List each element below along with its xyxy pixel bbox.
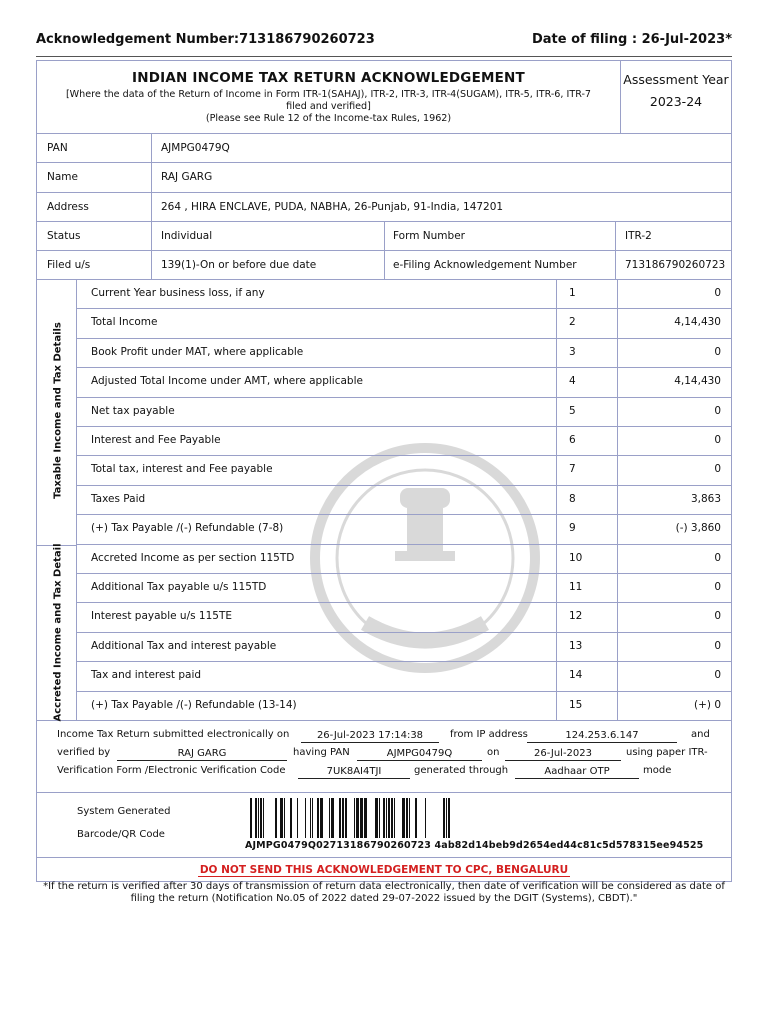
income-row-value: 0 bbox=[714, 287, 721, 299]
divider bbox=[615, 221, 616, 279]
assessment-year-block bbox=[621, 61, 731, 133]
name-value: RAJ GARG bbox=[161, 171, 213, 183]
income-row-number: 5 bbox=[569, 405, 576, 417]
row-divider bbox=[76, 426, 731, 427]
date-of-filing: Date of filing : 26-Jul-2023* bbox=[531, 32, 732, 47]
pan-label: PAN bbox=[47, 142, 68, 154]
income-row-value: (+) 0 bbox=[693, 699, 721, 711]
verification-text: on bbox=[487, 747, 500, 758]
title-subtext bbox=[37, 89, 620, 125]
acknowledgement-frame bbox=[36, 60, 732, 882]
verification-statement bbox=[57, 729, 713, 783]
income-row-label: Net tax payable bbox=[91, 405, 175, 417]
income-row-number: 7 bbox=[569, 463, 576, 475]
income-row-label: Accreted Income as per section 115TD bbox=[91, 552, 295, 564]
system-generated-line-1: System Generated bbox=[77, 806, 171, 817]
income-row-value: 0 bbox=[714, 581, 721, 593]
income-row-value: 0 bbox=[714, 669, 721, 681]
row-divider bbox=[76, 632, 731, 633]
address-label: Address bbox=[47, 201, 89, 213]
cpc-warning bbox=[37, 864, 731, 876]
income-row-number: 3 bbox=[569, 346, 576, 358]
verified-on-value: 26-Jul-2023 bbox=[505, 747, 621, 761]
income-row-label: Adjusted Total Income under AMT, where applicable bbox=[91, 375, 363, 387]
income-row-label: Additional Tax payable u/s 115TD bbox=[91, 581, 267, 593]
row-divider bbox=[76, 485, 731, 486]
footnote-line-2: filing the return (Notification No.05 of 2022 dated 29-07-2022 issued by the DGIT (Systems), CBDT)." bbox=[130, 893, 638, 904]
income-row-value: (-) 3,860 bbox=[675, 522, 721, 534]
cpc-warning-text: DO NOT SEND THIS ACKNOWLEDGEMENT TO CPC, BENGALURU bbox=[199, 864, 569, 876]
verification-line-2 bbox=[57, 747, 713, 765]
income-row-number: 13 bbox=[569, 640, 583, 652]
income-row-value: 0 bbox=[714, 346, 721, 358]
income-row-number: 12 bbox=[569, 610, 583, 622]
title-sub-line-1: [Where the data of the Return of Income in Form ITR-1(SAHAJ), ITR-2, ITR-3, ITR-4(SUGAM), ITR-5, ITR-6, ITR-7 bbox=[65, 89, 592, 100]
income-row-value: 3,863 bbox=[690, 493, 721, 505]
row-divider bbox=[76, 544, 731, 545]
income-row-number: 11 bbox=[569, 581, 583, 593]
verification-text: from IP address bbox=[450, 729, 528, 740]
income-row-label: Total Income bbox=[91, 316, 158, 328]
verification-text: generated through bbox=[414, 765, 509, 776]
pan-value: AJMPG0479Q bbox=[161, 142, 230, 154]
income-row-value: 4,14,430 bbox=[674, 375, 721, 387]
divider bbox=[151, 133, 152, 279]
divider bbox=[37, 133, 731, 134]
ip-address-value: 124.253.6.147 bbox=[527, 729, 677, 743]
system-generated-line-2: Barcode/QR Code bbox=[77, 829, 165, 840]
divider bbox=[76, 279, 77, 720]
income-row-number: 1 bbox=[569, 287, 576, 299]
filed-us-label: Filed u/s bbox=[47, 259, 91, 271]
income-row-label: (+) Tax Payable /(-) Refundable (13-14) bbox=[91, 699, 297, 711]
verification-line-1 bbox=[57, 729, 713, 747]
income-tax-department-watermark bbox=[295, 443, 555, 673]
income-row-label: Interest and Fee Payable bbox=[91, 434, 221, 446]
divider bbox=[37, 162, 731, 163]
efiling-ack-label: e-Filing Acknowledgement Number bbox=[393, 259, 577, 271]
verification-text: Verification Form /Electronic Verification Code bbox=[57, 765, 286, 776]
filed-us-value: 139(1)-On or before due date bbox=[161, 259, 317, 271]
verification-text: mode bbox=[643, 765, 672, 776]
system-generated-label bbox=[77, 806, 171, 852]
title-block bbox=[37, 61, 621, 133]
income-row-label: Interest payable u/s 115TE bbox=[91, 610, 233, 622]
acknowledgement-number: Acknowledgement Number:713186790260723 bbox=[36, 32, 375, 47]
name-label: Name bbox=[47, 171, 78, 183]
divider bbox=[37, 192, 731, 193]
divider bbox=[556, 279, 557, 720]
accreted-section-label: Accreted Income and Tax Detail bbox=[52, 543, 64, 722]
income-row-number: 2 bbox=[569, 316, 576, 328]
assessment-year-value: 2023-24 bbox=[649, 94, 703, 109]
income-row-label: Additional Tax and interest payable bbox=[91, 640, 277, 652]
verification-text: Income Tax Return submitted electronically on bbox=[57, 729, 290, 740]
form-number-value: ITR-2 bbox=[625, 230, 652, 242]
divider bbox=[37, 720, 731, 721]
income-row-label: Total tax, interest and Fee payable bbox=[91, 463, 273, 475]
row-divider bbox=[76, 338, 731, 339]
income-row-value: 0 bbox=[714, 405, 721, 417]
divider bbox=[617, 279, 618, 720]
income-row-value: 4,14,430 bbox=[674, 316, 721, 328]
taxable-section-label: Taxable Income and Tax Details bbox=[52, 322, 64, 499]
form-number-label: Form Number bbox=[393, 230, 465, 242]
income-row-value: 0 bbox=[714, 640, 721, 652]
divider bbox=[384, 221, 385, 279]
income-row-number: 6 bbox=[569, 434, 576, 446]
income-row-number: 8 bbox=[569, 493, 576, 505]
footnote bbox=[36, 881, 732, 905]
header-line bbox=[36, 32, 732, 50]
income-row-number: 4 bbox=[569, 375, 576, 387]
row-divider bbox=[76, 397, 731, 398]
row-divider bbox=[76, 514, 731, 515]
row-divider bbox=[76, 308, 731, 309]
divider bbox=[37, 792, 731, 793]
income-row-number: 9 bbox=[569, 522, 576, 534]
efiling-ack-value: 713186790260723 bbox=[625, 259, 726, 271]
income-row-label: Current Year business loss, if any bbox=[91, 287, 265, 299]
income-row-value: 0 bbox=[714, 434, 721, 446]
income-row-label: Book Profit under MAT, where applicable bbox=[91, 346, 304, 358]
income-row-value: 0 bbox=[714, 610, 721, 622]
title-sub-line-3: (Please see Rule 12 of the Income-tax Rules, 1962) bbox=[205, 113, 452, 124]
assessment-year-label: Assessment Year bbox=[623, 72, 729, 87]
verifier-pan-value: AJMPG0479Q bbox=[357, 747, 482, 761]
verification-text: verified by bbox=[57, 747, 111, 758]
row-divider bbox=[76, 455, 731, 456]
income-row-number: 15 bbox=[569, 699, 583, 711]
row-divider bbox=[76, 573, 731, 574]
income-row-label: Taxes Paid bbox=[91, 493, 146, 505]
document-title: INDIAN INCOME TAX RETURN ACKNOWLEDGEMENT bbox=[132, 70, 525, 86]
evc-value: 7UK8AI4TJI bbox=[298, 765, 410, 779]
generated-through-value: Aadhaar OTP bbox=[515, 765, 639, 779]
verification-text: having PAN bbox=[293, 747, 350, 758]
income-row-number: 10 bbox=[569, 552, 583, 564]
footnote-line-1: *If the return is verified after 30 days of transmission of return data electronically, then date of verification will be considered as date of bbox=[43, 881, 725, 892]
status-value: Individual bbox=[161, 230, 213, 242]
income-row-label: Tax and interest paid bbox=[91, 669, 202, 681]
barcode-hash: AJMPG0479Q02713186790260723 4ab82d14beb9d2654ed44c81c5d578315ee94525 bbox=[245, 840, 704, 851]
address-value: 264 , HIRA ENCLAVE, PUDA, NABHA, 26-Punjab, 91-India, 147201 bbox=[161, 201, 504, 213]
income-row-label: (+) Tax Payable /(-) Refundable (7-8) bbox=[91, 522, 284, 534]
status-label: Status bbox=[47, 230, 81, 242]
row-divider bbox=[76, 661, 731, 662]
income-row-value: 0 bbox=[714, 463, 721, 475]
barcode-image bbox=[250, 798, 450, 838]
row-divider bbox=[76, 691, 731, 692]
row-divider bbox=[76, 367, 731, 368]
header-divider bbox=[36, 56, 732, 57]
row-divider bbox=[76, 279, 731, 280]
divider bbox=[37, 857, 731, 858]
submitted-on-value: 26-Jul-2023 17:14:38 bbox=[301, 729, 439, 743]
row-divider bbox=[76, 602, 731, 603]
title-sub-line-2: filed and verified] bbox=[286, 101, 371, 112]
verification-text: using paper ITR- bbox=[626, 747, 708, 758]
income-row-number: 14 bbox=[569, 669, 583, 681]
verification-text: and bbox=[691, 729, 710, 740]
verification-line-3 bbox=[57, 765, 713, 783]
income-row-value: 0 bbox=[714, 552, 721, 564]
verified-by-value: RAJ GARG bbox=[117, 747, 287, 761]
